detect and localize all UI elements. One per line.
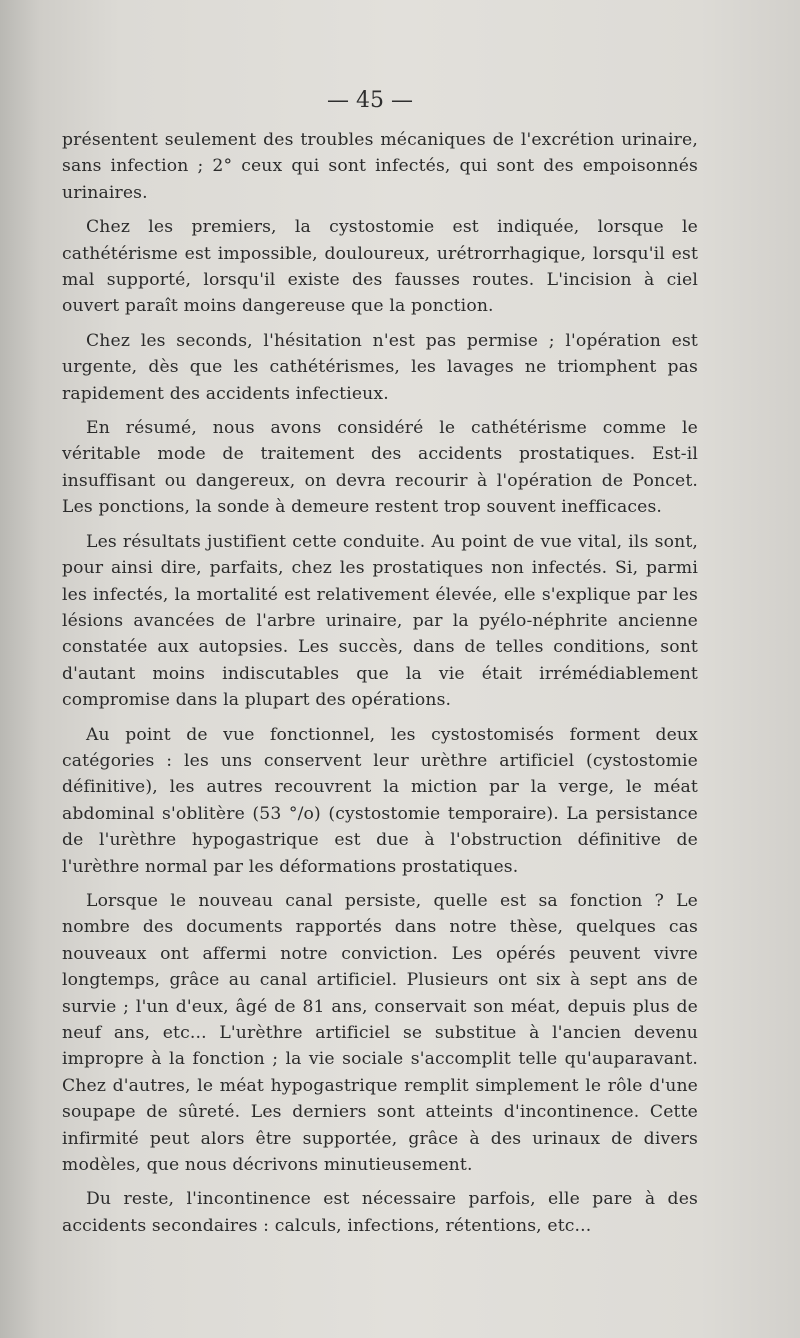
paragraph-2: Chez les premiers, la cystostomie est indiquée, lorsque le cathétérisme est impossible, douloureux, urétrorrhagique, lorsqu'il est mal supporté, lorsqu'il existe des fausses routes. L'incision à ciel ouvert paraît moins dangereuse que la ponction. xyxy=(62,217,698,317)
paragraph-4: En résumé, nous avons considéré le cathétérisme comme le véritable mode de traitement des accidents prostatiques. Est-il insuffisant ou dangereux, on devra recourir à l'opération de Poncet. Les ponctions, la sonde à demeure restent trop souvent inefficaces. xyxy=(62,418,698,518)
paragraph-7: Lorsque le nouveau canal persiste, quelle est sa fonction ? Le nombre des documents rapportés dans notre thèse, quelques cas nouveaux ont affermi notre conviction. Les opérés peuvent vivre longtemps, grâce au canal artificiel. Plusieurs ont six à sept ans de survie ; l'un d'eux, âgé de 81 ans, conservait son méat, depuis plus de neuf ans, etc... L'urèthre artificiel se substitue à l'ancien devenu impropre à la fonction ; la vie sociale s'accomplit telle qu'auparavant. Chez d'autres, le méat hypogastrique remplit simplement le rôle d'une soupape de sûreté. Les derniers sont atteints d'incontinence. Cette infirmité peut alors être supportée, grâce à des urinaux de divers modèles, que nous décrivons minutieusement. xyxy=(62,890,698,1176)
page-number: — 45 — xyxy=(327,88,413,113)
paragraph-5: Les résultats justifient cette conduite. Au point de vue vital, ils sont, pour ainsi dire, parfaits, chez les prostatiques non infectés. Si, parmi les infectés, la mortalité est relativement élevée, elle s'explique par les lésions avancées de l'arbre urinaire, par la pyélo-néphrite ancienne constatée aux autopsies. Les succès, dans de telles conditions, sont d'autant moins indiscutables que la vie était irrémédiablement compromise dans la plupart des opérations. xyxy=(62,531,698,711)
paragraph-6: Au point de vue fonctionnel, les cystostomisés forment deux catégories : les uns conservent leur urèthre artificiel (cystostomie définitive), les autres recouvrent la miction par la verge, le méat abdominal s'oblitère (53 °/o) (cystostomie temporaire). La persistance de l'urèthre hypogastrique est due à l'obstruction définitive de l'urèthre normal par les déformations prostatiques. xyxy=(62,724,698,877)
body-text xyxy=(62,127,698,1247)
paragraph-1: présentent seulement des troubles mécaniques de l'excrétion urinaire, sans infection ; 2° ceux qui sont infectés, qui sont des empoisonnés urinaires. xyxy=(62,130,698,203)
paragraph-8: Du reste, l'incontinence est nécessaire parfois, elle pare à des accidents secondaires : calculs, infections, rétentions, etc... xyxy=(62,1189,698,1236)
paragraph-3: Chez les seconds, l'hésitation n'est pas permise ; l'opération est urgente, dès que les cathétérismes, les lavages ne triomphent pas rapidement des accidents infectieux. xyxy=(62,330,698,404)
